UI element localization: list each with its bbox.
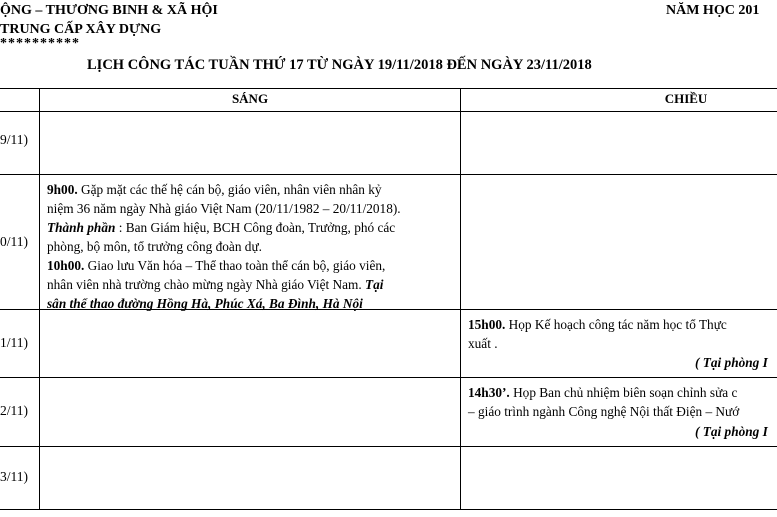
row-day-label: 0/11) <box>0 234 28 249</box>
row-day-label: 9/11) <box>0 132 28 147</box>
entry-text: niệm 36 năm ngày Nhà giáo Việt Nam (20/11/1982 – 20/11/2018). <box>47 201 401 216</box>
row-day-label: 3/11) <box>0 469 28 484</box>
entry-time: 10h00. <box>47 258 85 273</box>
entry-text: Họp Kế hoạch công tác năm học tổ Thực <box>505 317 727 332</box>
table-border-bottom <box>0 509 777 510</box>
schedule-entry <box>468 315 727 353</box>
entry-text: nhân viên nhà trường chào mừng ngày Nhà giáo Việt Nam. <box>47 277 366 292</box>
header-stars: ********** <box>0 36 80 51</box>
entry-text: Họp Ban chủ nhiệm biên soạn chỉnh sửa c <box>509 385 738 400</box>
table-border-top <box>0 88 777 89</box>
column-header-afternoon: CHIỀU <box>664 91 708 106</box>
row-divider <box>0 377 777 378</box>
entry-text: phòng, bộ môn, tổ trưởng công đoàn dự. <box>47 239 262 254</box>
entry-text: Gặp mặt các thế hệ cán bộ, giáo viên, nhân viên nhân kỷ <box>77 182 382 197</box>
column-header-morning: SÁNG <box>231 91 269 106</box>
row-day-label: 1/11) <box>0 335 28 350</box>
org-name-line1: ỘNG – THƯƠNG BINH & XÃ HỘI <box>0 3 218 18</box>
column-divider <box>39 88 40 510</box>
entry-text: – giáo trình ngành Công nghệ Nội thất Điện – Nướ <box>468 404 740 419</box>
row-divider <box>0 446 777 447</box>
entry-location: ( Tại phòng I <box>695 355 768 370</box>
school-year: NĂM HỌC 201 <box>666 3 760 18</box>
entry-text: : Ban Giám hiệu, BCH Công đoàn, Trưởng, phó các <box>115 220 396 235</box>
table-header-divider <box>0 111 777 112</box>
entry-location: sân thể thao đường Hồng Hà, Phúc Xá, Ba Đình, Hà Nội <box>47 296 363 311</box>
schedule-entry <box>47 180 401 313</box>
org-name-line2: TRUNG CẤP XÂY DỰNG <box>0 22 162 37</box>
entry-time: 15h00. <box>468 317 506 332</box>
schedule-entry <box>468 383 739 421</box>
row-day-label: 2/11) <box>0 403 28 418</box>
row-divider <box>0 174 777 175</box>
entry-time: 14h30’. <box>468 385 510 400</box>
entry-text: xuất . <box>468 336 498 351</box>
column-divider <box>460 88 461 510</box>
page-title: LỊCH CÔNG TÁC TUẦN THỨ 17 TỪ NGÀY 19/11/2018 ĐẾN NGÀY 23/11/2018 <box>87 57 592 73</box>
entry-location: Tại <box>365 277 384 292</box>
entry-text: Giao lưu Văn hóa – Thể thao toàn thể cán bộ, giáo viên, <box>84 258 386 273</box>
entry-location: ( Tại phòng I <box>695 424 768 439</box>
participants-label: Thành phần <box>47 220 116 235</box>
entry-time: 9h00. <box>47 182 78 197</box>
